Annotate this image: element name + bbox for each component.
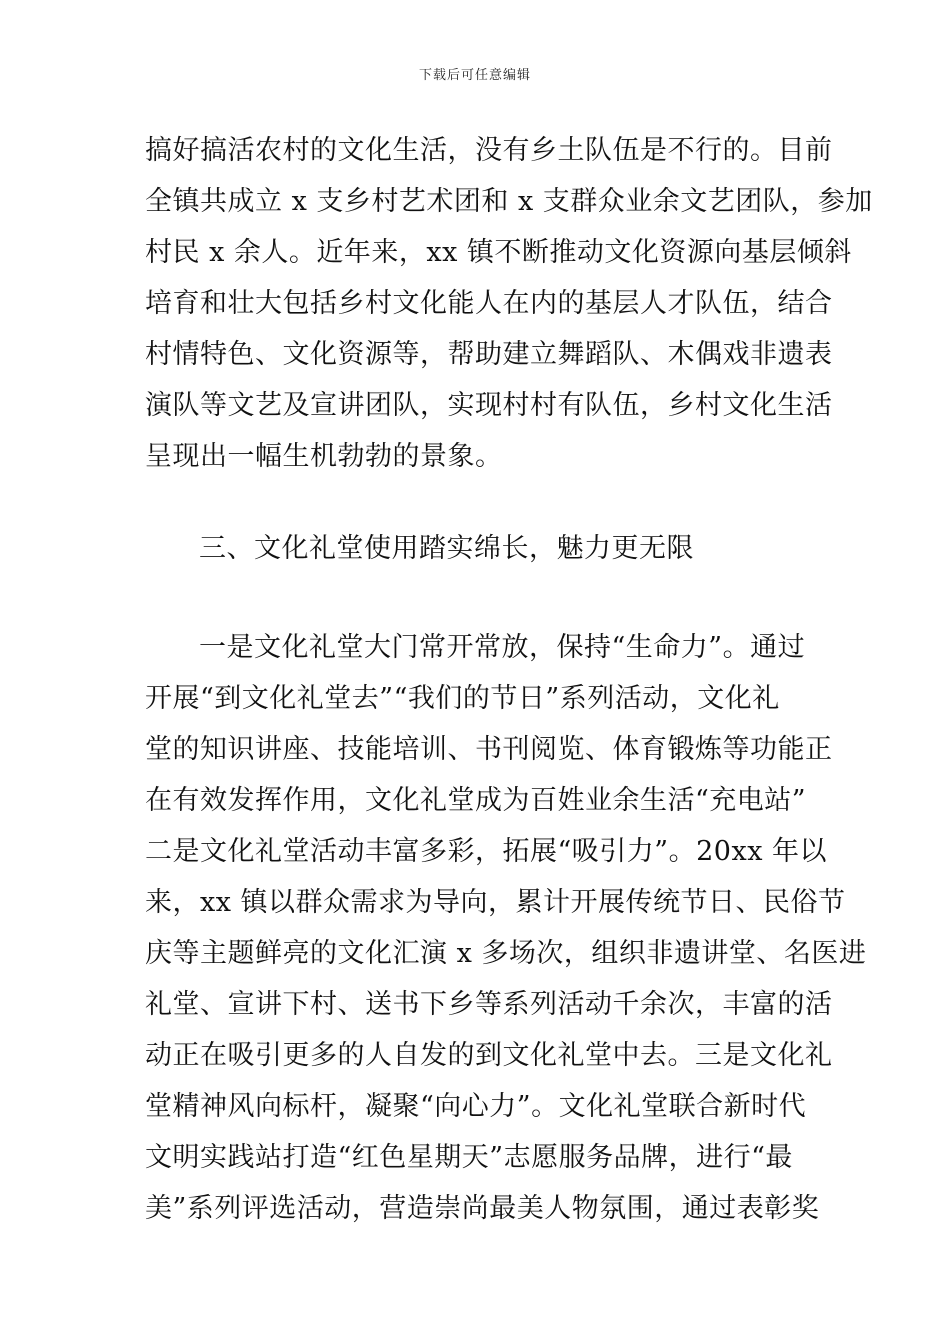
text-line: 搞好搞活农村的文化生活，没有乡土队伍是不行的。目前 [145, 135, 833, 166]
paragraph-rural-teams [145, 125, 873, 482]
text-line: 堂精神风向标杆，凝聚“向心力”。文化礼堂联合新时代 [145, 1091, 807, 1122]
text-line: 礼堂、宣讲下村、送书下乡等系列活动千余次，丰富的活 [145, 989, 833, 1020]
paragraph-cultural-hall [145, 622, 867, 1234]
text-line: 一是文化礼堂大门常开常放，保持“生命力”。通过 [199, 632, 806, 663]
text-line: 来，xx 镇以群众需求为导向，累计开展传统节日、民俗节 [145, 887, 846, 918]
text-line: 村情特色、文化资源等，帮助建立舞蹈队、木偶戏非遗表 [145, 339, 833, 370]
text-line: 村民 x 余人。近年来，xx 镇不断推动文化资源向基层倾斜 [145, 237, 852, 268]
text-line: 呈现出一幅生机勃勃的景象。 [145, 441, 503, 472]
text-line: 美”系列评选活动，营造崇尚最美人物氛围，通过表彰奖 [145, 1193, 820, 1224]
text-line: 庆等主题鲜亮的文化汇演 x 多场次，组织非遗讲堂、名医进 [145, 938, 867, 969]
section-heading-text: 三、文化礼堂使用踏实绵长，魅力更无限 [199, 533, 694, 564]
text-line: 培育和壮大包括乡村文化能人在内的基层人才队伍，结合 [145, 288, 833, 319]
text-line: 二是文化礼堂活动丰富多彩，拓展“吸引力”。20xx 年以 [145, 836, 827, 867]
text-line: 开展“到文化礼堂去”“我们的节日”系列活动，文化礼 [145, 683, 780, 714]
text-line: 堂的知识讲座、技能培训、书刊阅览、体育锻炼等功能正 [145, 734, 833, 765]
section-heading [145, 523, 810, 574]
text-line: 全镇共成立 x 支乡村艺术团和 x 支群众业余文艺团队，参加 [145, 186, 873, 217]
text-line: 在有效发挥作用，文化礼堂成为百姓业余生活“充电站” [145, 785, 807, 816]
text-line: 文明实践站打造“红色星期天”志愿服务品牌，进行“最 [145, 1142, 793, 1173]
text-line: 演队等文艺及宣讲团队，实现村村有队伍，乡村文化生活 [145, 390, 833, 421]
text-line: 动正在吸引更多的人自发的到文化礼堂中去。三是文化礼 [145, 1040, 833, 1071]
page-header: 下载后可任意编辑 [418, 68, 531, 83]
